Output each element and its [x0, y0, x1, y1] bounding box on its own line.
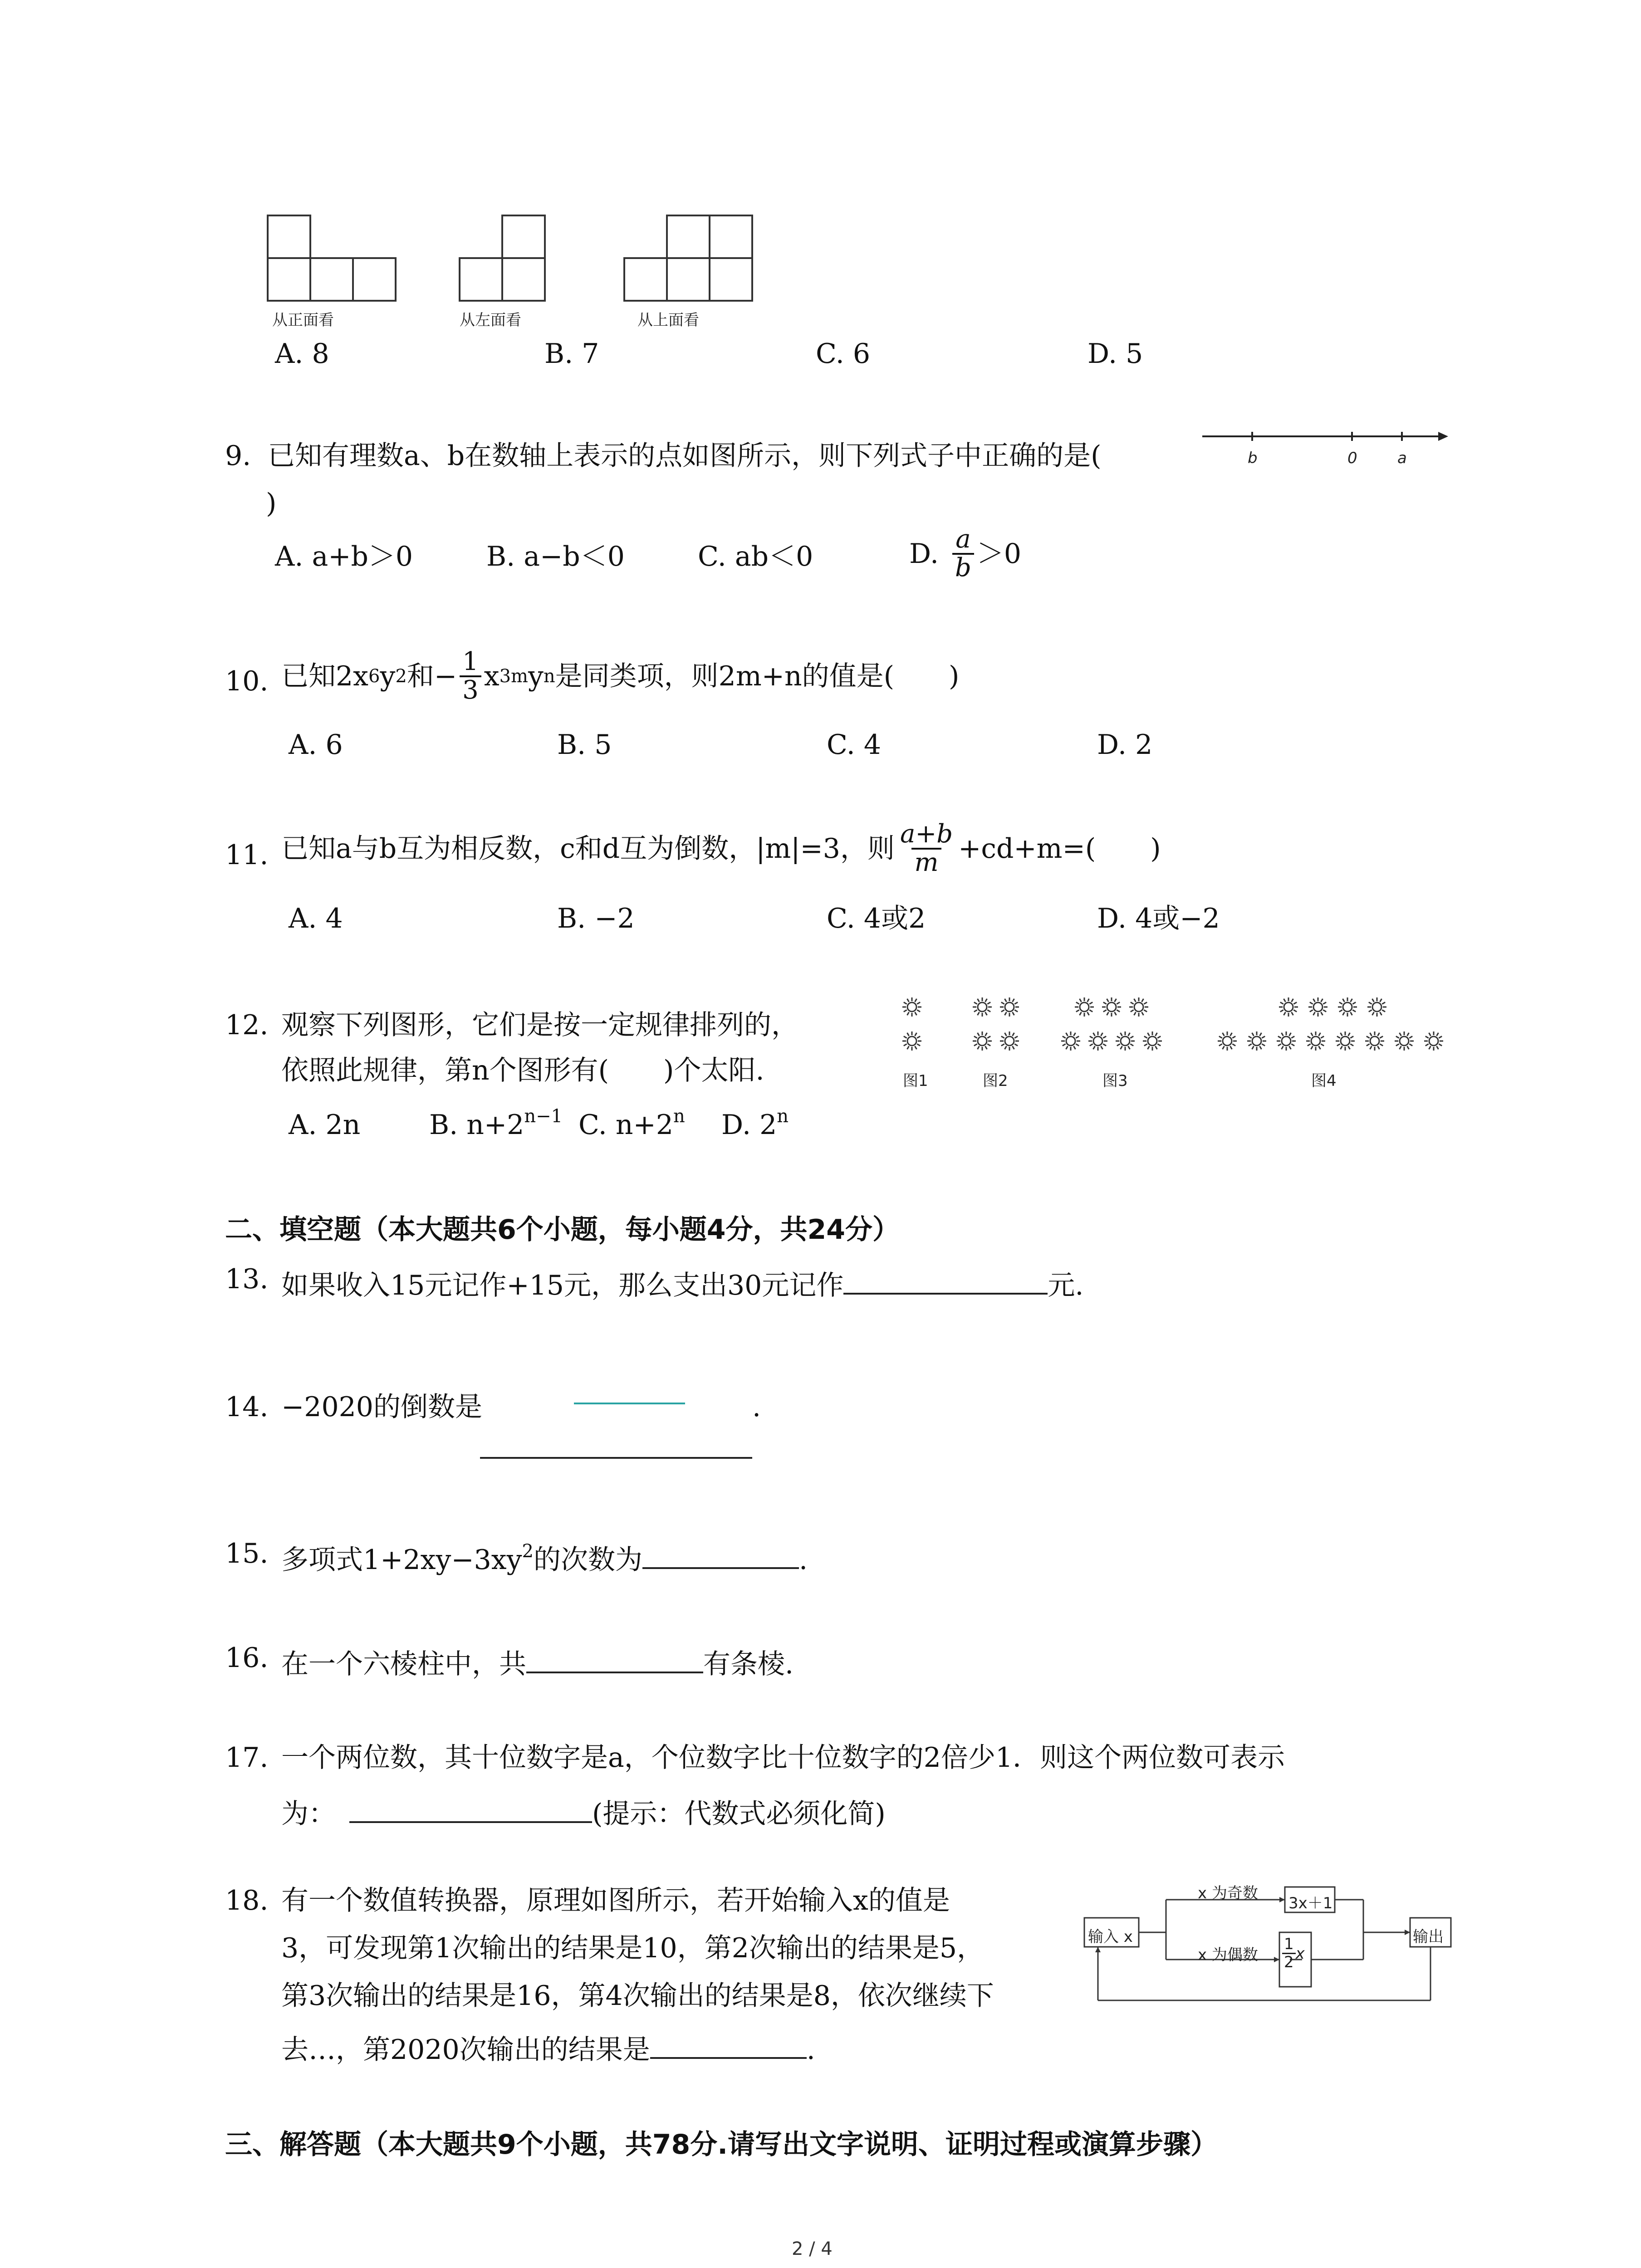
diagram-odd-operation: 3x＋1 [1288, 1894, 1333, 1912]
q14-answer-blank[interactable] [480, 1457, 752, 1459]
q18-text: 去…，第2020次输出的结果是 [281, 2034, 650, 2066]
fig-caption-1: 图1 [903, 1072, 928, 1090]
q10-stem-part: 已知2x [281, 660, 369, 692]
fraction-numerator: a+b [900, 819, 953, 849]
q14-tail: . [752, 1391, 761, 1423]
q18-converter-diagram [1080, 1873, 1456, 2009]
left-view-caption: 从左面看 [460, 311, 521, 329]
q14-number: 14. [225, 1391, 269, 1423]
top-view-caption: 从上面看 [637, 311, 699, 329]
sun-icon [1143, 1031, 1162, 1051]
q8-option-c: C. 6 [816, 338, 871, 370]
sun-icon [1061, 1031, 1080, 1051]
q18-line1: 有一个数值转换器，原理如图所示，若开始输入x的值是 [281, 1885, 950, 1916]
axis-label-b: b [1248, 449, 1258, 467]
q18-number: 18. [225, 1885, 269, 1916]
sun-icon [902, 997, 921, 1017]
q8-option-a: A. 8 [275, 338, 329, 370]
q12-option-d [721, 1106, 789, 1141]
sun-icon [1000, 1031, 1019, 1051]
q15-tail: . [799, 1544, 808, 1576]
q11-option-d: D. 4或−2 [1097, 903, 1220, 934]
q10-option-b: B. 5 [557, 729, 612, 761]
sun-icon [902, 1031, 921, 1051]
fraction-denominator: 3 [460, 675, 481, 704]
q13-tail: 元. [1048, 1270, 1084, 1301]
q10-stem-part: 是同类项，则2m+n的值是( ) [555, 660, 960, 692]
q9-option-b: B. a−b＜0 [486, 541, 625, 572]
q16-tail: 有条棱. [703, 1648, 794, 1680]
q12-line2: 依照此规律，第n个图形有( )个太阳. [281, 1055, 764, 1086]
sun-icon [1116, 1031, 1135, 1051]
q9-number-line [1198, 426, 1452, 476]
front-view-caption: 从正面看 [272, 311, 334, 329]
diagram-input-box: 输入 x [1088, 1928, 1133, 1946]
q11-option-a: A. 4 [289, 903, 343, 934]
q12-option-b [429, 1106, 563, 1141]
q17-number: 17. [225, 1742, 269, 1774]
q15-exponent: 2 [522, 1541, 534, 1562]
sun-icon [1365, 1031, 1384, 1051]
q12-option-c [578, 1106, 685, 1141]
q15-text: 的次数为 [534, 1544, 642, 1576]
front-view-grid [268, 215, 396, 301]
q11-stem [281, 821, 1161, 876]
sun-icon [1336, 1031, 1355, 1051]
section3-heading: 三、解答题（本大题共9个小题，共78分.请写出文字说明、证明过程或演算步骤） [225, 2129, 1218, 2160]
q10-stem: 已知2x 6 y 2 和− $\frac{1}{3}$ x 3m y n 是同类项，则2m+n的值是( ) [281, 647, 960, 705]
q16-stem [281, 1644, 794, 1678]
sun-icon [973, 1031, 992, 1051]
q17-line1: 一个两位数，其十位数字是a，个位数字比十位数字的2倍少1．则这个两位数可表示 [281, 1742, 1285, 1774]
q10-option-c: C. 4 [827, 729, 882, 761]
option-base: D. 2 [721, 1109, 777, 1141]
fraction-numerator: 1 [1284, 1935, 1294, 1953]
fig-caption-4: 图4 [1311, 1072, 1337, 1090]
q8-option-d: D. 5 [1087, 338, 1143, 370]
q12-number: 12. [225, 1009, 269, 1041]
half-fraction [1282, 1936, 1296, 1971]
q10-number: 10. [225, 665, 269, 697]
q12-suns-figure [889, 989, 1461, 1089]
fig-caption-2: 图2 [983, 1072, 1008, 1090]
sun-icon [1308, 997, 1327, 1017]
q13-text: 如果收入15元记作+15元，那么支出30元记作 [281, 1270, 844, 1301]
q18-line3: 第3次输出的结果是16，第4次输出的结果是8，依次继续下 [281, 1980, 994, 2012]
diagram-even-label: x 为偶数 [1198, 1946, 1258, 1964]
diagram-output-box: 输出 [1413, 1928, 1444, 1946]
q12-line1: 观察下列图形，它们是按一定规律排列的， [281, 1009, 798, 1041]
fraction-denominator: b [952, 553, 974, 582]
q11-number: 11. [225, 839, 269, 871]
q9-option-d [909, 526, 1021, 582]
q11-option-c: C. 4或2 [827, 903, 926, 934]
sun-icon [1424, 1031, 1443, 1051]
option-exponent: n [777, 1106, 789, 1127]
sun-icon [973, 997, 992, 1017]
q17-line2 [281, 1794, 886, 1828]
option-exponent: n−1 [524, 1106, 563, 1127]
q9-option-d-label: D. [909, 538, 939, 570]
q14-text: −2020的倒数是 [281, 1391, 482, 1423]
sun-icon [1247, 1031, 1266, 1051]
q13-answer-blank[interactable] [843, 1266, 1048, 1295]
sun-icon [1306, 1031, 1325, 1051]
q9-option-d-fraction [952, 526, 974, 582]
q10-fraction [460, 649, 481, 704]
q9-option-c: C. ab＜0 [698, 541, 813, 572]
q10-stem-part: y [528, 660, 544, 692]
q9-number: 9. [225, 440, 251, 472]
q18-line2: 3，可发现第1次输出的结果是10，第2次输出的结果是5， [281, 1932, 985, 1964]
diagram-odd-label: x 为奇数 [1198, 1884, 1258, 1902]
top-view-grid [624, 215, 752, 301]
option-base: B. n+2 [429, 1109, 524, 1141]
option-base: C. n+2 [578, 1109, 674, 1141]
q11-option-b: B. −2 [557, 903, 635, 934]
q9-stem: 已知有理数a、b在数轴上表示的点如图所示，则下列式子中正确的是( [268, 440, 1102, 472]
q15-answer-blank[interactable] [642, 1540, 799, 1569]
sun-icon [1338, 997, 1357, 1017]
fraction-variable: x [1295, 1944, 1305, 1963]
q14-teal-line [574, 1403, 685, 1404]
q12-option-a: A. 2n [289, 1109, 361, 1141]
sun-icon [1129, 997, 1148, 1017]
q17-answer-blank[interactable] [349, 1794, 592, 1823]
sun-icon [1102, 997, 1121, 1017]
q15-number: 15. [225, 1538, 269, 1569]
q18-line4 [281, 2030, 815, 2066]
page-footer: 2 / 4 [792, 2239, 833, 2259]
sun-icon [1395, 1031, 1414, 1051]
sun-icon [1000, 997, 1019, 1017]
q16-text: 在一个六棱柱中，共 [281, 1648, 526, 1680]
q9-close-paren: ) [266, 488, 277, 519]
option-exponent: n [673, 1106, 685, 1127]
q11-stem-part: 已知a与b互为相反数，c和d互为倒数，|m|=3，则 [281, 832, 895, 865]
q17-tail: (提示：代数式必须化简) [592, 1798, 886, 1830]
q18-tail: . [806, 2034, 815, 2066]
q11-stem-part: +cd+m=( ) [958, 832, 1161, 865]
sun-icon [1367, 997, 1386, 1017]
left-view-grid [460, 215, 545, 301]
q15-stem [281, 1540, 808, 1574]
sun-icon [1279, 997, 1298, 1017]
diagram-even-operation [1282, 1936, 1305, 1971]
sun-icon [1088, 1031, 1107, 1051]
q10-option-a: A. 6 [289, 729, 343, 761]
q10-stem-part: x [484, 660, 500, 692]
q10-stem-part: y [380, 660, 396, 692]
q10-option-d: D. 2 [1097, 729, 1153, 761]
q9-option-a: A. a+b＞0 [275, 541, 413, 572]
q13-number: 13. [225, 1263, 269, 1295]
q8-option-b: B. 7 [544, 338, 599, 370]
sun-icon [1277, 1031, 1296, 1051]
axis-label-0: 0 [1347, 449, 1357, 467]
q17-text: 为： [281, 1798, 336, 1830]
section2-heading: 二、填空题（本大题共6个小题，每小题4分，共24分） [225, 1214, 900, 1246]
axis-label-a: a [1397, 449, 1407, 467]
q16-number: 16. [225, 1642, 269, 1674]
sun-icon [1218, 1031, 1237, 1051]
fraction-numerator: 1 [462, 647, 479, 676]
fraction-denominator: m [911, 848, 941, 876]
q10-stem-part: 和− [407, 660, 457, 692]
fig-caption-3: 图3 [1102, 1072, 1128, 1090]
fraction-denominator: 2 [1282, 1953, 1296, 1971]
q15-text: 多项式1+2xy−3xy [281, 1544, 522, 1576]
sun-icon [1075, 997, 1094, 1017]
fraction-numerator: a [955, 524, 971, 554]
q13-stem [281, 1266, 1083, 1299]
q16-answer-blank[interactable] [526, 1644, 703, 1673]
q11-fraction [897, 821, 955, 876]
q9-option-d-tail: ＞0 [976, 538, 1022, 570]
q18-answer-blank[interactable] [650, 2030, 807, 2059]
